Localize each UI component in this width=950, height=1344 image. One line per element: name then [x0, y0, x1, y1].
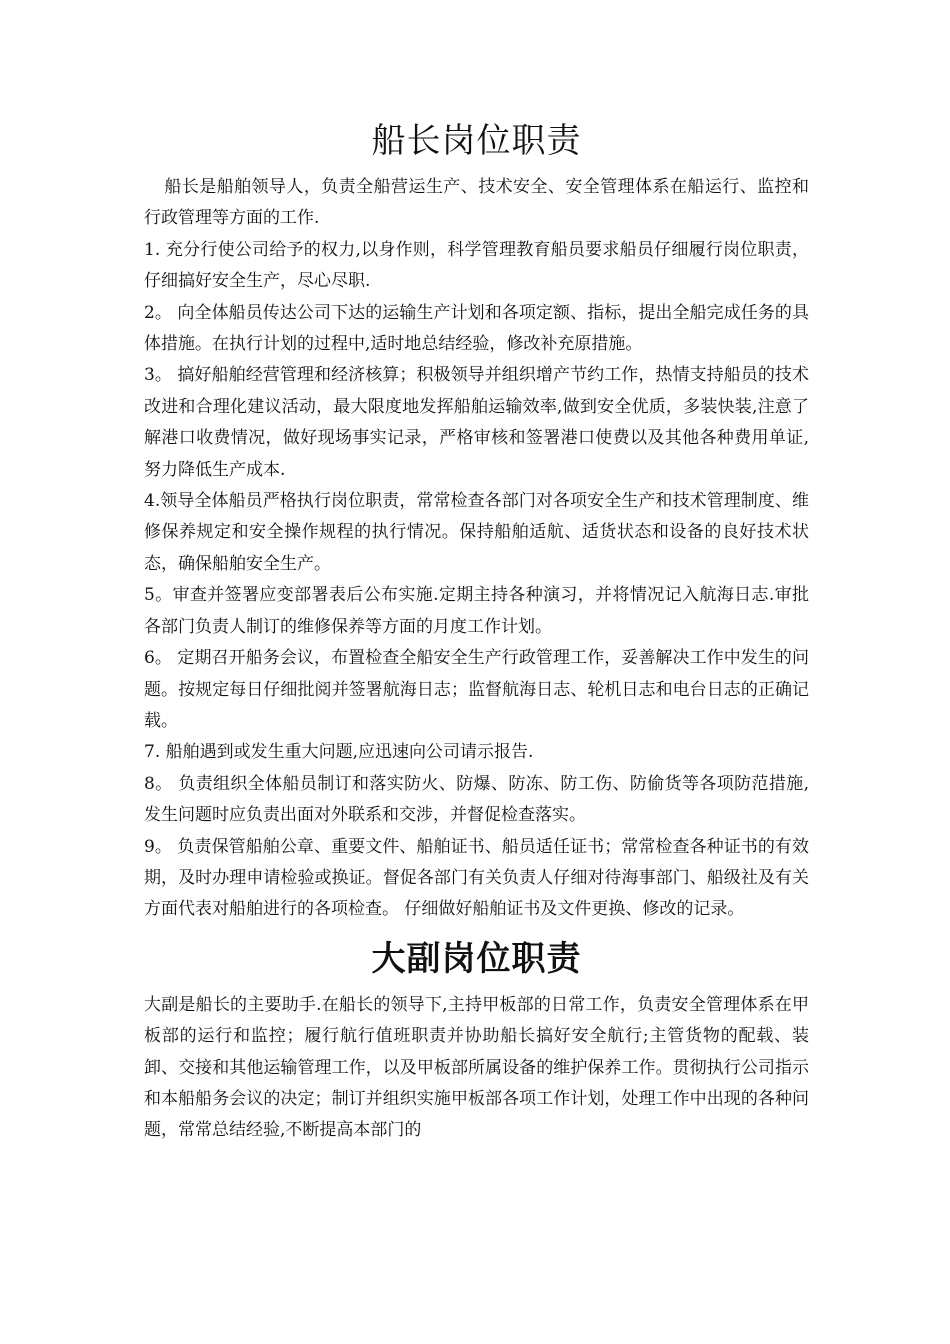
captain-duty-item-5: 5。审查并签署应变部署表后公布实施.定期主持各种演习，并将情况记入航海日志.审批各部门负责人制订的维修保养等方面的月度工作计划。 [144, 585, 809, 637]
document-page [144, 110, 809, 1147]
captain-duty-item-9: 9。 负责保管船舶公章、重要文件、船舶证书、船员适任证书；常常检查各种证书的有效期，及时办理申请检验或换证。督促各部门有关负责人仔细对待海事部门、船级社及有关方面代表对船舶进行的各项检查。 仔细做好船舶证书及文件更换、修改的记录。 [144, 836, 809, 920]
chief-officer-intro-paragraph: 大副是船长的主要助手.在船长的领导下,主持甲板部的日常工作，负责安全管理体系在甲板部的运行和监控；履行航行值班职责并协助船长搞好安全航行;主管货物的配载、装卸、交接和其他运输管理工作，以及甲板部所属设备的维护保养工作。贯彻执行公司指示和本船船务会议的决定；制订并组织实施甲板部各项工作计划，处理工作中出现的各种问题，常常总结经验,不断提高本部门的 [144, 994, 809, 1141]
section-title-chief-officer: 大副岗位职责 [371, 938, 582, 979]
captain-duty-item-1: 1. 充分行使公司给予的权力,以身作则，科学管理教育船员要求船员仔细履行岗位职责，仔细搞好安全生产，尽心尽职. [144, 239, 809, 292]
captain-duty-item-4: 4.领导全体船员严格执行岗位职责，常常检查各部门对各项安全生产和技术管理制度、维修保养规定和安全操作规程的执行情况。保持船舶适航、适货状态和设备的良好技术状态，确保船舶安全生产。 [144, 491, 809, 574]
captain-duty-item-8: 8。 负责组织全体船员制订和落实防火、防爆、防冻、防工伤、防偷货等各项防范措施,发生问题时应负责出面对外联系和交涉，并督促检查落实。 [144, 773, 809, 826]
captain-duty-item-3: 3。 搞好船舶经营管理和经济核算；积极领导并组织增产节约工作，热情支持船员的技术改进和合理化建议活动，最大限度地发挥船舶运输效率,做到安全优质，多装快装,注意了解港口收费情况，做好现场事实记录，严格审核和签署港口使费以及其他各种费用单证,努力降低生产成本. [144, 365, 809, 480]
captain-duty-item-7: 7. 船舶遇到或发生重大问题,应迅速向公司请示报告. [144, 742, 534, 763]
captain-duty-item-2: 2。 向全体船员传达公司下达的运输生产计划和各项定额、指标，提出全船完成任务的具体措施。在执行计划的过程中,适时地总结经验，修改补充原措施。 [144, 302, 809, 355]
captain-duty-item-6: 6。 定期召开船务会议，布置检查全船安全生产行政管理工作，妥善解决工作中发生的问题。按规定每日仔细批阅并签署航海日志；监督航海日志、轮机日志和电台日志的正确记载。 [144, 648, 809, 731]
captain-intro-paragraph: 船长是船舶领导人，负责全船营运生产、技术安全、安全管理体系在船运行、监控和行政管理等方面的工作. [144, 177, 809, 229]
section-title-captain: 船长岗位职责 [371, 121, 582, 161]
